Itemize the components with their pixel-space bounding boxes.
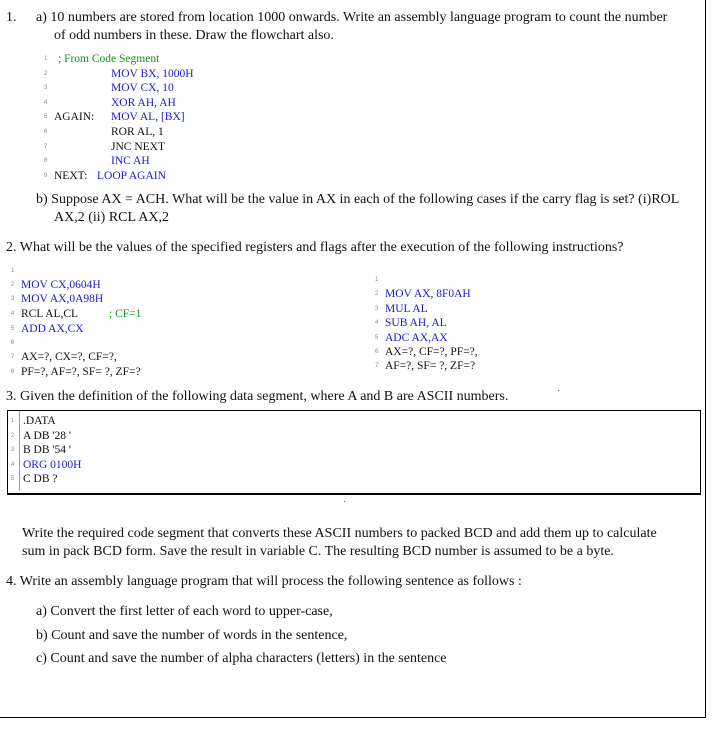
line-number: 5 bbox=[375, 335, 379, 341]
line-number: 3 bbox=[11, 296, 15, 302]
code-line: MOV CX, 10 bbox=[111, 82, 174, 94]
line-number: 1 bbox=[375, 277, 379, 283]
q3-instruction-line2: sum in pack BCD form. Save the result in variable C. The resulting BCD number is assumed to be a byte. bbox=[22, 544, 614, 559]
q1a-text-line1: a) 10 numbers are stored from location 1000 onwards. Write an assembly language program to count the number bbox=[36, 10, 668, 25]
line-number: 2 bbox=[11, 282, 15, 288]
code-line: MUL AL bbox=[385, 303, 428, 315]
code-line: AF=?, SF= ?, ZF=? bbox=[385, 360, 476, 372]
line-number: 4 bbox=[375, 320, 379, 326]
data-line: A DB '28 ' bbox=[23, 430, 71, 442]
q1b-text-line1: b) Suppose AX = ACH. What will be the value in AX in each of the following cases if the carry flag is set? (i)ROL bbox=[36, 192, 680, 207]
line-number: 7 bbox=[44, 144, 48, 150]
stray-dot: · bbox=[343, 497, 347, 508]
code-line: XOR AH, AH bbox=[111, 97, 176, 109]
q1-number: 1. bbox=[6, 10, 17, 25]
line-number: 2 bbox=[375, 291, 379, 297]
data-segment-box bbox=[7, 410, 701, 495]
code-label: NEXT: bbox=[54, 170, 88, 182]
code-line: RCL AL,CL bbox=[21, 308, 79, 320]
data-line: ORG 0100H bbox=[23, 459, 82, 471]
line-number: 7 bbox=[375, 363, 379, 369]
code-line: SUB AH, AL bbox=[385, 317, 447, 329]
line-number: 5 bbox=[11, 326, 15, 332]
code-line: ROR AL, 1 bbox=[111, 126, 164, 138]
line-number: 5 bbox=[44, 114, 48, 120]
code-line: ADD AX,CX bbox=[21, 323, 84, 335]
line-number: 8 bbox=[44, 158, 48, 164]
stray-dot: · bbox=[557, 386, 561, 397]
code-line: LOOP AGAIN bbox=[97, 170, 166, 182]
q3-text: 3. Given the definition of the following data segment, where A and B are ASCII numbers. bbox=[6, 389, 509, 404]
q2-text: 2. What will be the values of the specified registers and flags after the execution of the following instructions? bbox=[6, 240, 624, 255]
line-number: 9 bbox=[44, 173, 48, 179]
code-line: JNC NEXT bbox=[111, 141, 165, 153]
data-line: B DB '54 ' bbox=[23, 444, 71, 456]
gutter-line bbox=[19, 411, 20, 491]
line-number: 7 bbox=[11, 354, 15, 360]
line-number: 8 bbox=[11, 369, 15, 375]
line-number: 3 bbox=[11, 447, 15, 453]
line-number: 6 bbox=[44, 129, 48, 135]
line-number: 4 bbox=[44, 100, 48, 106]
code-line: INC AH bbox=[111, 155, 150, 167]
q1b-text-line2: AX,2 (ii) RCL AX,2 bbox=[54, 210, 169, 225]
code-line: AX=?, CF=?, PF=?, bbox=[385, 346, 478, 358]
q3-instruction-line1: Write the required code segment that converts these ASCII numbers to packed BCD and add them up to calculate bbox=[22, 526, 657, 541]
line-number: 5 bbox=[11, 476, 15, 482]
code-line: MOV BX, 1000H bbox=[111, 68, 194, 80]
line-number: 4 bbox=[11, 462, 15, 468]
line-number: 2 bbox=[11, 433, 15, 439]
line-number: 1 bbox=[44, 56, 48, 62]
line-number: 3 bbox=[375, 306, 379, 312]
q4-item-b: b) Count and save the number of words in the sentence, bbox=[36, 628, 348, 643]
q4-item-c: c) Count and save the number of alpha characters (letters) in the sentence bbox=[36, 651, 447, 666]
data-line: C DB ? bbox=[23, 473, 58, 485]
code-line: MOV AX, 8F0AH bbox=[385, 288, 471, 300]
line-number: 1 bbox=[11, 268, 15, 274]
line-number: 3 bbox=[44, 85, 48, 91]
line-number: 6 bbox=[11, 340, 15, 346]
code-line: MOV AL, [BX] bbox=[111, 111, 185, 123]
q4-text: 4. Write an assembly language program that will process the following sentence as follows : bbox=[6, 574, 522, 589]
line-number: 2 bbox=[44, 71, 48, 77]
data-line: .DATA bbox=[23, 415, 56, 427]
q4-item-a: a) Convert the first letter of each word to upper-case, bbox=[36, 604, 333, 619]
code-line: MOV AX,0A98H bbox=[21, 293, 104, 305]
q1a-text-line2: of odd numbers in these. Draw the flowchart also. bbox=[54, 28, 334, 43]
line-number: 4 bbox=[11, 311, 15, 317]
code-label: AGAIN: bbox=[54, 111, 95, 123]
code-line: ADC AX,AX bbox=[385, 332, 448, 344]
code-comment: ; From Code Segment bbox=[58, 53, 160, 65]
line-number: 6 bbox=[375, 349, 379, 355]
code-comment: ; CF=1 bbox=[109, 308, 142, 320]
code-line: AX=?, CX=?, CF=?, bbox=[21, 351, 117, 363]
line-number: 1 bbox=[11, 418, 15, 424]
code-line: PF=?, AF=?, SF= ?, ZF=? bbox=[21, 366, 141, 378]
code-line: MOV CX,0604H bbox=[21, 279, 101, 291]
